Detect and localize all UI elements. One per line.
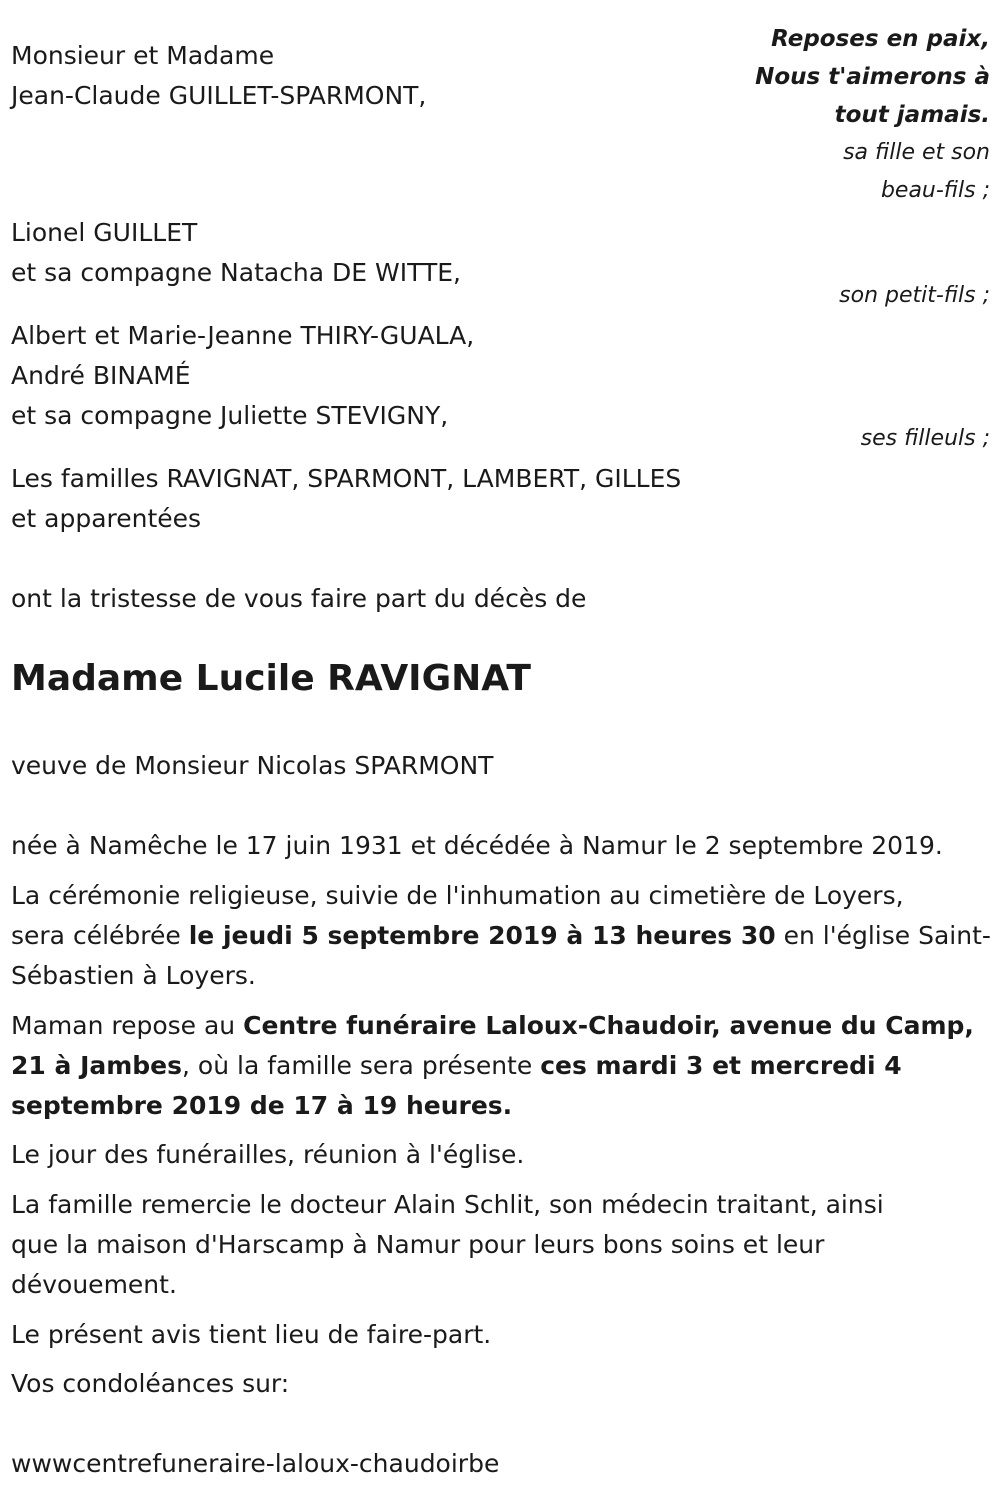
birth-death-info: née à Namêche le 17 juin 1931 et décédée à Namur le 2 septembre 2019. bbox=[11, 831, 943, 860]
visitation-line-1-pre: Maman repose au bbox=[11, 1011, 244, 1040]
condolences-label: Vos condoléances sur: bbox=[11, 1369, 290, 1398]
godchildren-line-1: Albert et Marie-Jeanne THIRY-GUALA, bbox=[11, 321, 475, 350]
visitation-dates-cont: septembre 2019 de 17 à 19 heures. bbox=[11, 1091, 513, 1120]
ceremony-line-2-pre: sera célébrée bbox=[11, 921, 189, 950]
relation-children-line-1: sa fille et son bbox=[843, 140, 990, 165]
godchildren-line-2: André BINAMÉ bbox=[11, 361, 191, 390]
funeral-center-address-cont: 21 à Jambes bbox=[11, 1051, 183, 1080]
epitaph-line-3: tout jamais. bbox=[834, 102, 990, 128]
children-names bbox=[11, 36, 426, 116]
ceremony-date-time: le jeudi 5 septembre 2019 à 13 heures 30 bbox=[188, 921, 776, 950]
relation-godchildren-text: ses filleuls ; bbox=[860, 426, 990, 451]
other-families-line-2: et apparentées bbox=[11, 504, 202, 533]
grandson-names bbox=[11, 213, 461, 293]
epitaph-line-1: Reposes en paix, bbox=[771, 26, 990, 52]
ceremony-line-2-post: en l'église Saint- bbox=[775, 921, 991, 950]
deceased-name: Madame Lucile RAVIGNAT bbox=[11, 658, 531, 699]
ceremony-line-1: La cérémonie religieuse, suivie de l'inhumation au cimetière de Loyers, bbox=[11, 881, 904, 910]
ceremony-paragraph bbox=[11, 876, 991, 996]
visitation-line-2 bbox=[11, 1046, 991, 1086]
announcement-intro: ont la tristesse de vous faire part du décès de bbox=[11, 584, 587, 613]
visitation-line-3 bbox=[11, 1086, 991, 1126]
relation-children-line-2: beau-fils ; bbox=[880, 178, 990, 203]
condolences-website-link[interactable]: wwwcentrefuneraire-laloux-chaudoirbe bbox=[11, 1449, 500, 1478]
children-name-line-1: Monsieur et Madame bbox=[11, 41, 275, 70]
grandson-line-1: Lionel GUILLET bbox=[11, 218, 198, 247]
visitation-line-1 bbox=[11, 1006, 991, 1046]
funeral-center-address: Centre funéraire Laloux-Chaudoir, avenue du Camp, bbox=[243, 1011, 974, 1040]
children-name-line-2: Jean-Claude GUILLET-SPARMONT, bbox=[11, 81, 427, 110]
epitaph-line-2: Nous t'aimerons à bbox=[755, 64, 990, 90]
thanks-line-1: La famille remercie le docteur Alain Schlit, son médecin traitant, ainsi bbox=[11, 1190, 884, 1219]
ceremony-line-2 bbox=[11, 916, 991, 956]
thanks-paragraph bbox=[11, 1185, 991, 1305]
godchildren-line-3: et sa compagne Juliette STEVIGNY, bbox=[11, 401, 449, 430]
other-families bbox=[11, 459, 681, 539]
visitation-paragraph bbox=[11, 1006, 991, 1126]
visitation-line-2-mid: , où la famille sera présente bbox=[182, 1051, 541, 1080]
godchildren-names bbox=[11, 316, 474, 436]
notice-text: Le présent avis tient lieu de faire-part. bbox=[11, 1320, 492, 1349]
other-families-line-1: Les familles RAVIGNAT, SPARMONT, LAMBERT, GILLES bbox=[11, 464, 682, 493]
thanks-line-3: dévouement. bbox=[11, 1270, 177, 1299]
meeting-info: Le jour des funérailles, réunion à l'église. bbox=[11, 1140, 525, 1169]
ceremony-line-3: Sébastien à Loyers. bbox=[11, 961, 256, 990]
widow-of: veuve de Monsieur Nicolas SPARMONT bbox=[11, 751, 494, 780]
thanks-line-2: que la maison d'Harscamp à Namur pour leurs bons soins et leur bbox=[11, 1230, 825, 1259]
relation-grandson-text: son petit-fils ; bbox=[839, 283, 990, 308]
visitation-dates: ces mardi 3 et mercredi 4 bbox=[540, 1051, 902, 1080]
relation-grandson bbox=[839, 277, 990, 315]
relation-godchildren bbox=[861, 420, 990, 458]
grandson-line-2: et sa compagne Natacha DE WITTE, bbox=[11, 258, 461, 287]
relation-children bbox=[843, 134, 990, 210]
epitaph bbox=[755, 20, 990, 134]
